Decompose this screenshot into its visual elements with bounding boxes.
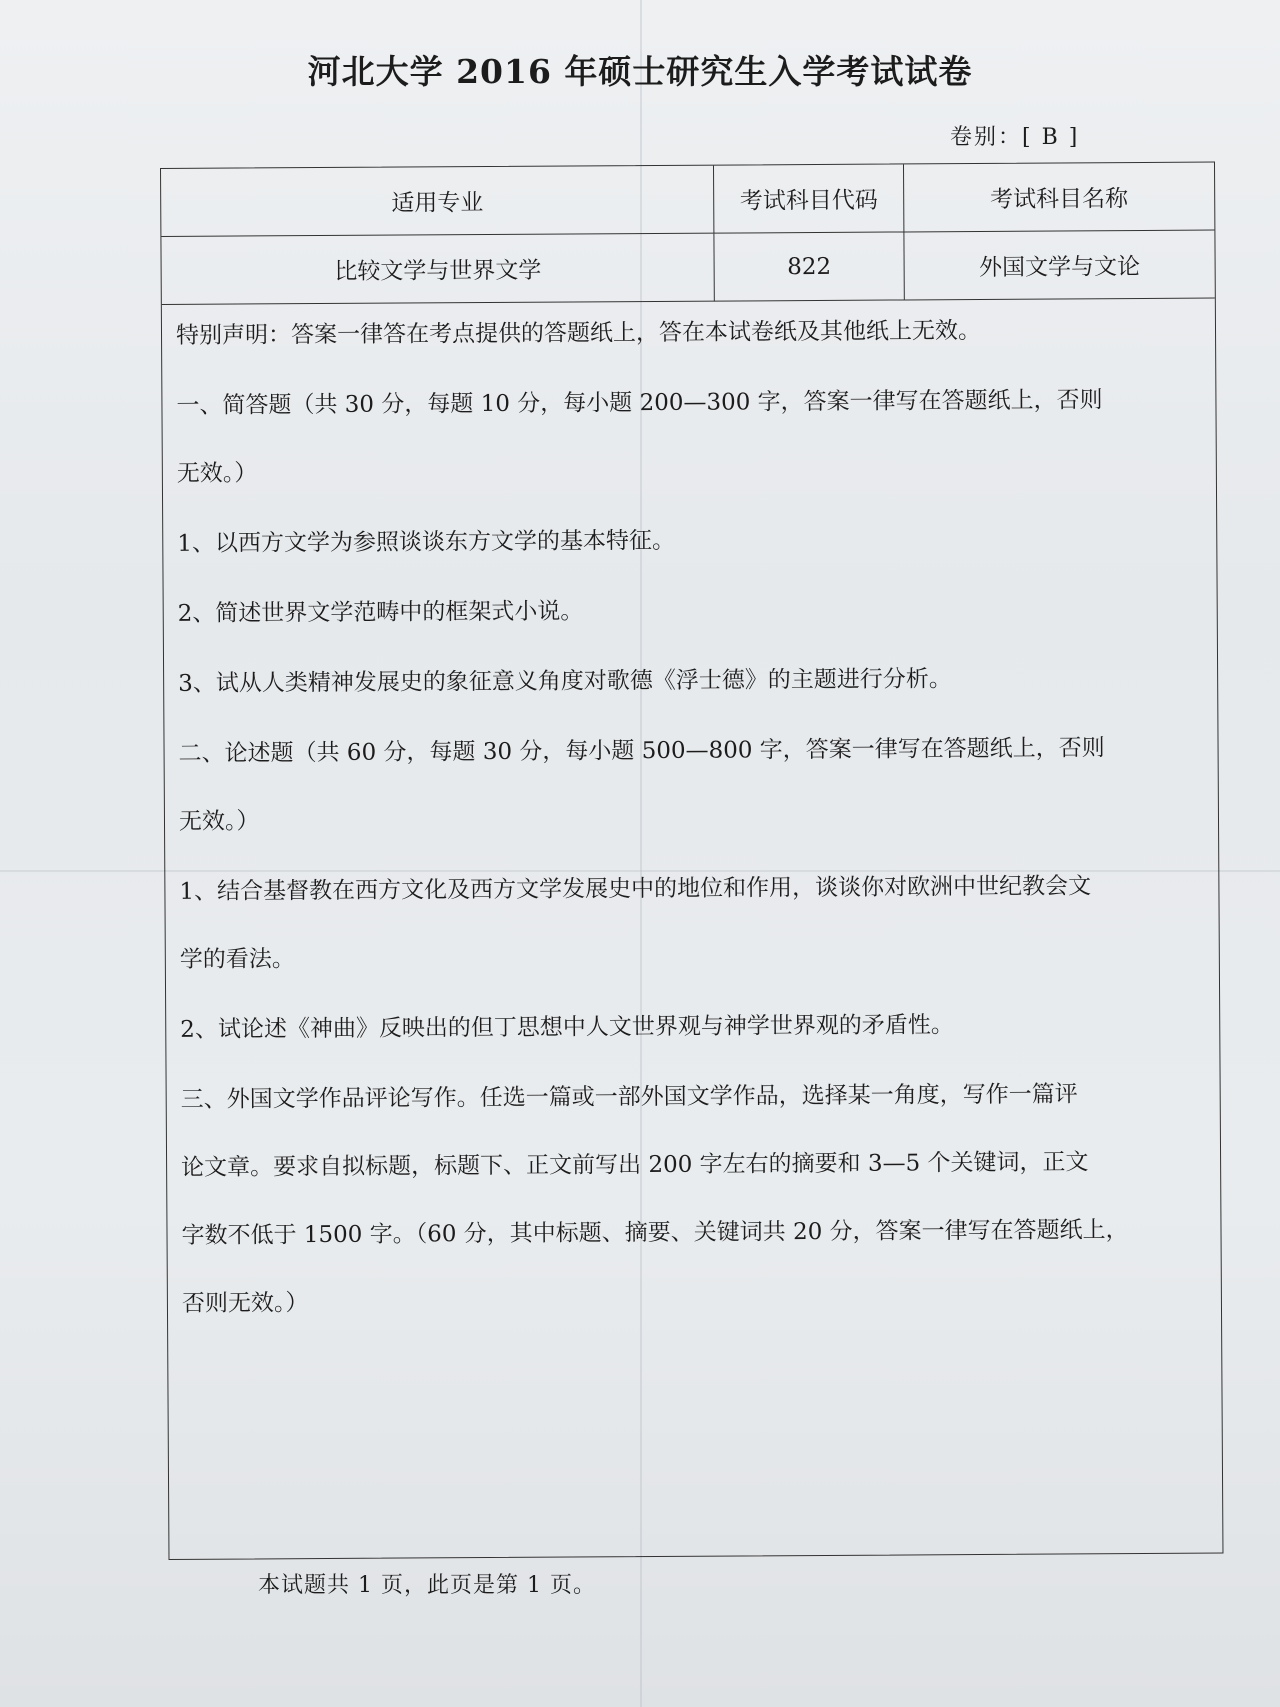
section-2-heading — [178, 731, 1204, 839]
section-1-question-3: 3、试从人类精神发展史的象征意义角度对歌德《浮士德》的主题进行分析。 — [178, 666, 952, 697]
section-1-question-2: 2、简述世界文学范畴中的框架式小说。 — [177, 598, 584, 627]
section-1-question-1: 1、以西方文学为参照谈谈东方文学的基本特征。 — [177, 527, 676, 557]
section-3-line2: 论文章。要求自拟标题，标题下、正文前写出 200 字左右的摘要和 3—5 个关键词，正文 — [181, 1149, 1089, 1181]
table-header-row — [161, 163, 1214, 237]
header-subject-code: 考试科目代码 — [714, 164, 904, 233]
cell-subject-name: 外国文学与文论 — [904, 230, 1215, 300]
section-3-line3: 字数不低于 1500 字。（60 分，其中标题、摘要、关键词共 20 分，答案一律写在答题纸上， — [181, 1217, 1129, 1249]
section-2-question-1-line1: 1、结合基督教在西方文化及西方文学发展史中的地位和作用，谈谈你对欧洲中世纪教会文 — [179, 873, 1092, 905]
exam-body — [176, 313, 1207, 1357]
exam-title: 河北大学 2016 年硕士研究生入学考试试卷 — [307, 52, 973, 91]
cell-major: 比较文学与世界文学 — [161, 233, 714, 304]
section-3-line4: 否则无效。） — [181, 1290, 309, 1317]
section-2-heading-line2: 无效。） — [178, 808, 260, 835]
section-1-heading — [176, 383, 1202, 491]
table-row — [161, 230, 1214, 304]
section-1-heading-line2: 无效。） — [176, 460, 258, 487]
header-major: 适用专业 — [161, 166, 714, 237]
paper-variant: 卷别：[ B ] — [950, 125, 1080, 150]
exam-sheet — [160, 162, 1223, 1560]
section-1-heading-line1: 一、简答题（共 30 分，每题 10 分，每小题 200—300 字，答案一律写在答题纸上，否则 — [176, 387, 1103, 419]
page-footer: 本试题共 1 页，此页是第 1 页。 — [258, 1573, 596, 1598]
section-2-question-1 — [179, 869, 1205, 977]
header-subject-name: 考试科目名称 — [903, 163, 1214, 232]
special-notice: 特别声明：答案一律答在考点提供的答题纸上，答在本试卷纸及其他纸上无效。 — [175, 317, 982, 349]
section-2-question-2: 2、试论述《神曲》反映出的但丁思想中人文世界观与神学世界观的矛盾性。 — [180, 1012, 954, 1043]
subject-info-table — [161, 163, 1215, 305]
cell-subject-code: 822 — [714, 232, 904, 301]
section-3-block — [181, 1077, 1207, 1321]
section-2-heading-line1: 二、论述题（共 60 分，每题 30 分，每小题 500—800 字，答案一律写在答题纸上，否则 — [178, 735, 1105, 767]
section-2-question-1-line2: 学的看法。 — [179, 946, 295, 973]
section-3-line1: 三、外国文学作品评论写作。任选一篇或一部外国文学作品，选择某一角度，写作一篇评 — [180, 1081, 1078, 1113]
